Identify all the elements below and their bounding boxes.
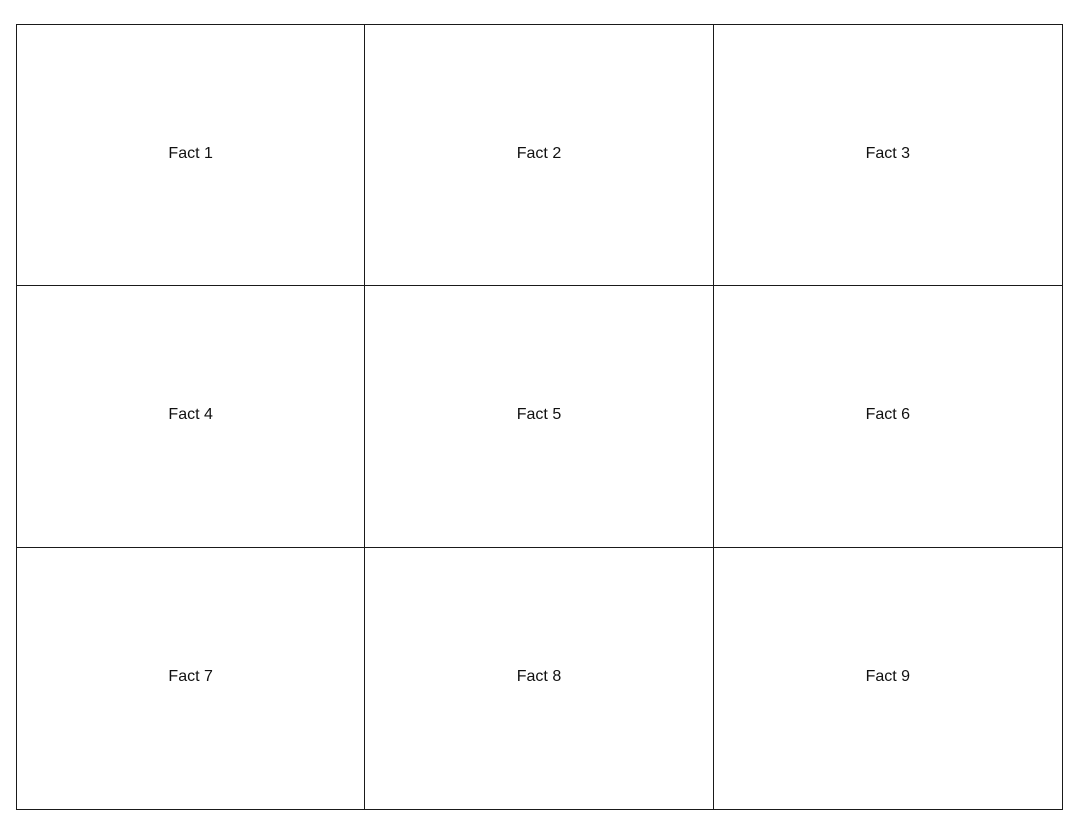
fact-cell-8 — [365, 548, 713, 809]
fact-grid — [16, 24, 1063, 810]
fact-cell-1 — [17, 25, 365, 286]
fact-label-1: Fact 1 — [168, 145, 213, 163]
fact-label-6: Fact 6 — [865, 406, 911, 424]
fact-label-7: Fact 7 — [168, 668, 213, 686]
fact-label-3: Fact 3 — [865, 145, 911, 163]
fact-label-8: Fact 8 — [516, 668, 562, 686]
fact-cell-9 — [714, 548, 1062, 809]
fact-cell-5 — [365, 286, 713, 547]
fact-label-9: Fact 9 — [865, 668, 911, 686]
fact-label-2: Fact 2 — [516, 145, 562, 163]
fact-label-5: Fact 5 — [516, 406, 562, 424]
fact-cell-3 — [714, 25, 1062, 286]
fact-cell-6 — [714, 286, 1062, 547]
fact-label-4: Fact 4 — [168, 406, 213, 424]
fact-cell-4 — [17, 286, 365, 547]
fact-cell-7 — [17, 548, 365, 809]
fact-cell-2 — [365, 25, 713, 286]
